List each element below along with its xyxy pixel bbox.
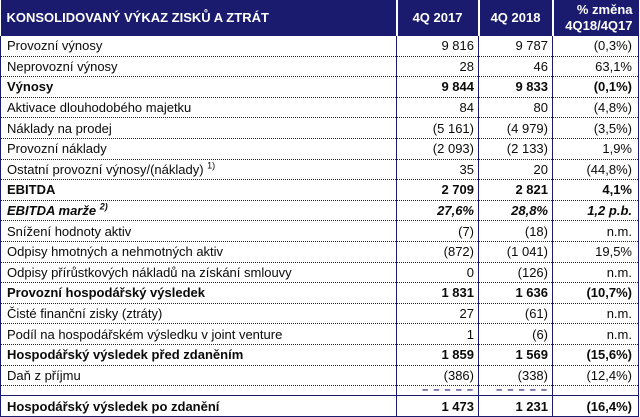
row-label: Čisté finanční zisky (ztráty) <box>1 303 397 324</box>
value-4q2018: (126) <box>479 262 553 283</box>
table-row <box>1 221 639 242</box>
value-4q2018: (1 041) <box>479 241 553 262</box>
table-row <box>1 283 639 304</box>
value-4q2017: (386) <box>397 365 479 386</box>
value-change: n.m. <box>553 324 639 345</box>
table-row <box>1 344 639 365</box>
row-label-text: EBITDA marže <box>7 203 97 219</box>
separator-blank <box>1 386 397 396</box>
row-label: Hospodářský výsledek před zdaněním <box>1 344 397 365</box>
table-row <box>1 56 639 77</box>
dashes: – – – – – <box>422 384 474 397</box>
table-row <box>1 200 639 221</box>
row-label: Provozní výnosy <box>1 36 397 56</box>
value-4q2018: 80 <box>479 97 553 118</box>
value-4q2017: 35 <box>397 159 479 180</box>
value-4q2018: 28,8% <box>479 200 553 221</box>
value-change: (0,1%) <box>553 77 639 98</box>
value-4q2018: 9 833 <box>479 77 553 98</box>
value-change: (10,7%) <box>553 283 639 304</box>
sum-separator-row <box>1 386 639 396</box>
value-change: 19,5% <box>553 241 639 262</box>
value-4q2018: (18) <box>479 221 553 242</box>
value-change: (16,4%) <box>553 396 639 417</box>
value-change: (15,6%) <box>553 344 639 365</box>
value-4q2017: 1 473 <box>397 396 479 417</box>
row-label: Provozní náklady <box>1 138 397 159</box>
value-4q2017: 27 <box>397 303 479 324</box>
value-change: n.m. <box>553 221 639 242</box>
value-change: 1,2 p.b. <box>553 200 639 221</box>
row-label-text: Ostatní provozní výnosy/(náklady) <box>7 161 204 177</box>
value-change: 4,1% <box>553 180 639 201</box>
value-4q2018: (338) <box>479 365 553 386</box>
row-label <box>1 159 397 180</box>
column-header-4q2018: 4Q 2018 <box>479 0 553 36</box>
row-label: Provozní hospodářský výsledek <box>1 283 397 304</box>
table-row <box>1 324 639 345</box>
value-4q2017: 2 709 <box>397 180 479 201</box>
value-change: (0,3%) <box>553 36 639 56</box>
row-label: Daň z příjmu <box>1 365 397 386</box>
value-change: (12,4%) <box>553 365 639 386</box>
net-income-row <box>1 396 639 417</box>
table-row <box>1 159 639 180</box>
dashes: – – – – – <box>496 384 548 397</box>
column-header-change-line2: 4Q18/4Q17 <box>565 18 633 33</box>
value-4q2018: 46 <box>479 56 553 77</box>
row-label: Snížení hodnoty aktiv <box>1 221 397 242</box>
row-label <box>1 200 397 221</box>
value-4q2018: 2 821 <box>479 180 553 201</box>
row-label: Neprovozní výnosy <box>1 56 397 77</box>
value-4q2018: (4 979) <box>479 118 553 139</box>
value-4q2018: (2 133) <box>479 138 553 159</box>
separator-blank <box>553 386 639 396</box>
row-label: EBITDA <box>1 180 397 201</box>
table-row <box>1 365 639 386</box>
table-row <box>1 118 639 139</box>
row-label: Výnosy <box>1 77 397 98</box>
value-4q2017: 1 831 <box>397 283 479 304</box>
value-4q2018: 9 787 <box>479 36 553 56</box>
value-4q2018: 1 636 <box>479 283 553 304</box>
table-row <box>1 77 639 98</box>
value-4q2017: 9 844 <box>397 77 479 98</box>
value-4q2017: (2 093) <box>397 138 479 159</box>
row-label: Náklady na prodej <box>1 118 397 139</box>
value-4q2017: 1 <box>397 324 479 345</box>
table-header-row <box>1 0 639 36</box>
value-4q2017: 27,6% <box>397 200 479 221</box>
table-row <box>1 97 639 118</box>
column-header-4q2017: 4Q 2017 <box>397 0 479 36</box>
table-row <box>1 303 639 324</box>
row-label: Odpisy přírůstkových nákladů na získání smlouvy <box>1 262 397 283</box>
value-change: (3,5%) <box>553 118 639 139</box>
value-change: n.m. <box>553 303 639 324</box>
value-4q2018: (6) <box>479 324 553 345</box>
value-4q2018: (61) <box>479 303 553 324</box>
value-change: 63,1% <box>553 56 639 77</box>
footnote-marker: 2) <box>99 201 108 212</box>
row-label: Aktivace dlouhodobého majetku <box>1 97 397 118</box>
value-change: (44,8%) <box>553 159 639 180</box>
table-title: KONSOLIDOVANÝ VÝKAZ ZISKŮ A ZTRÁT <box>1 0 397 36</box>
value-change: (4,8%) <box>553 97 639 118</box>
value-4q2017: 84 <box>397 97 479 118</box>
column-header-change <box>553 0 639 36</box>
value-4q2018: 1 569 <box>479 344 553 365</box>
value-4q2018: 1 231 <box>479 396 553 417</box>
row-label: Odpisy hmotných a nehmotných aktiv <box>1 241 397 262</box>
value-change: 1,9% <box>553 138 639 159</box>
table-row <box>1 241 639 262</box>
value-4q2017: 1 859 <box>397 344 479 365</box>
row-label: Podíl na hospodářském výsledku v joint venture <box>1 324 397 345</box>
table-body <box>1 36 639 417</box>
column-header-change-line1: % změna <box>576 2 633 17</box>
value-4q2017: 9 816 <box>397 36 479 56</box>
separator-dashes-4q2018 <box>479 386 553 396</box>
row-label: Hospodářský výsledek po zdanění <box>1 396 397 417</box>
footnote-marker: 1) <box>207 160 216 171</box>
table-row <box>1 36 639 56</box>
value-4q2017: (5 161) <box>397 118 479 139</box>
value-4q2017: (7) <box>397 221 479 242</box>
value-4q2017: 0 <box>397 262 479 283</box>
separator-dashes-4q2017 <box>397 386 479 396</box>
value-change: n.m. <box>553 262 639 283</box>
table-row <box>1 180 639 201</box>
table-row <box>1 262 639 283</box>
value-4q2018: 20 <box>479 159 553 180</box>
value-4q2017: (872) <box>397 241 479 262</box>
table-row <box>1 138 639 159</box>
value-4q2017: 28 <box>397 56 479 77</box>
